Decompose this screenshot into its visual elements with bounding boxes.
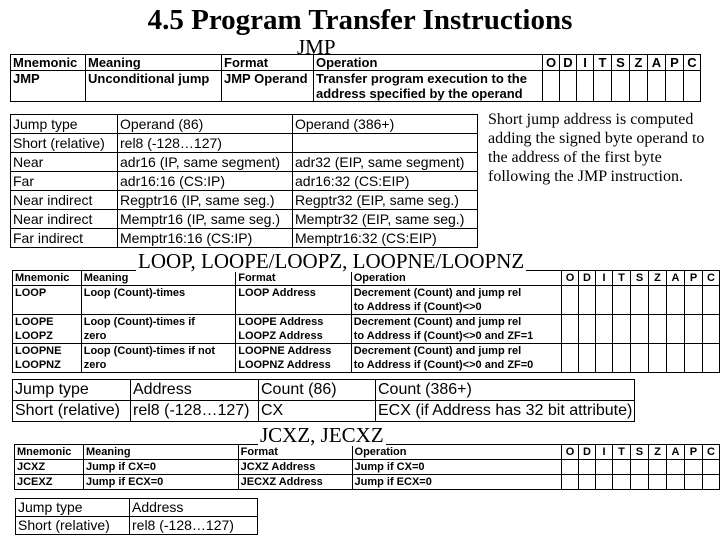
short-jump-note: Short jump address is computed adding the signed byte operand to the address of the first byte following the JMP instruction. (488, 111, 705, 185)
flag-d: D (578, 445, 595, 459)
table-cell: Regptr16 (IP, same seg.) (118, 191, 293, 210)
table-row (15, 475, 720, 490)
operation-line: Decrement (Count) and jump rel (353, 287, 522, 299)
table-cell: rel8 (-128…127) (130, 517, 258, 535)
operation-line: to Address if (Count)<>0 and ZF=0 (353, 359, 534, 371)
flag-o: O (565, 446, 575, 458)
table-row (11, 134, 478, 153)
table-cell: CX (259, 401, 376, 422)
format-line: LOOP Address (238, 287, 316, 299)
header-format: Format (236, 271, 352, 286)
table-row (13, 401, 635, 422)
meaning-cell: Unconditional jump (86, 71, 222, 102)
mnemonic-line: LOOPNE (15, 345, 62, 357)
header-jump-type: Jump type (13, 380, 131, 401)
flag-t: T (612, 445, 630, 459)
table-row (15, 460, 720, 475)
format-line: LOOPZ Address (238, 330, 323, 342)
jcxz-types-table (15, 498, 258, 535)
operation-line: to Address if (Count)<>0 and ZF=1 (353, 330, 534, 342)
mnemonic-line: LOOP (15, 287, 47, 299)
meaning-line: zero (83, 359, 107, 371)
header-meaning: Meaning (86, 55, 222, 71)
meaning-line: Loop (Count)-times (83, 287, 186, 299)
operation-cell: Jump if CX=0 (352, 460, 561, 475)
flag-z: Z (648, 445, 666, 459)
table-row (11, 210, 478, 229)
flag-p: P (684, 445, 702, 459)
mnemonic-line: LOOPNZ (15, 359, 61, 371)
flag-c: C (702, 271, 719, 285)
mnemonic-line: LOOPE (15, 316, 54, 328)
flag-p: P (665, 55, 683, 70)
operation-line: address specified by the operand (316, 86, 523, 101)
table-cell: Memptr16:16 (CS:IP) (118, 229, 293, 248)
mnemonic-line (15, 300, 79, 314)
header-mnemonic: Mnemonic (11, 55, 86, 71)
flag-c: C (683, 55, 700, 70)
header-operand-86: Operand (86) (118, 115, 293, 134)
table-cell: Memptr16 (IP, same seg.) (118, 210, 293, 229)
table-cell: Memptr32 (EIP, same seg.) (293, 210, 478, 229)
operation-line: Decrement (Count) and jump rel (353, 345, 522, 357)
table-row (11, 153, 478, 172)
header-operand-386: Operand (386+) (293, 115, 478, 134)
header-flags (543, 55, 701, 71)
table-cell: adr16 (IP, same segment) (118, 153, 293, 172)
meaning-line: zero (83, 330, 107, 342)
format-cell: JECXZ Address (238, 475, 352, 490)
mnemonic-cell: JCEXZ (15, 475, 84, 490)
table-cell: rel8 (-128…127) (131, 401, 259, 422)
flag-i: I (595, 445, 612, 459)
table-row (13, 315, 720, 344)
jmp-table (10, 54, 701, 102)
header-flags (561, 445, 719, 460)
header-count-86: Count (86) (259, 380, 376, 401)
flag-o: O (545, 55, 557, 70)
flags-row (543, 55, 700, 70)
table-row (11, 172, 478, 191)
format-line: LOOPNE Address (238, 345, 332, 357)
table-header-row (16, 499, 258, 517)
section-title-jmp: JMP (297, 35, 336, 59)
flag-d: D (578, 271, 595, 285)
operation-cell (314, 71, 543, 102)
table-cell: rel8 (-128…127) (118, 134, 293, 153)
table-cell: adr32 (EIP, same segment) (293, 153, 478, 172)
section-title-jcxz: JCXZ, JECXZ (260, 423, 384, 447)
flag-i: I (576, 55, 593, 70)
flag-i: I (595, 271, 612, 285)
table-cell: Near indirect (11, 191, 118, 210)
flag-z: Z (629, 55, 647, 70)
header-flags (561, 271, 719, 286)
flag-o: O (565, 272, 575, 284)
header-mnemonic: Mnemonic (15, 445, 84, 460)
flag-s: S (630, 445, 648, 459)
table-header-row (11, 55, 701, 71)
meaning-line: Loop (Count)-times if not (83, 345, 216, 357)
operation-line: to Address if (Count)<>0 (353, 301, 482, 313)
format-line: LOOPE Address (238, 316, 324, 328)
flag-z: Z (648, 271, 666, 285)
section-title-loop: LOOP, LOOPE/LOOPZ, LOOPNE/LOOPNZ (138, 249, 525, 273)
table-cell: Short (relative) (11, 134, 118, 153)
table-header-row (11, 115, 478, 134)
flag-t: T (593, 55, 611, 70)
table-cell: Memptr16:32 (CS:EIP) (293, 229, 478, 248)
operation-line: Decrement (Count) and jump rel (353, 316, 522, 328)
header-format: Format (222, 55, 314, 71)
table-cell: Near indirect (11, 210, 118, 229)
header-operation: Operation (352, 445, 561, 460)
table-cell: adr16:16 (CS:IP) (118, 172, 293, 191)
header-jump-type: Jump type (16, 499, 130, 517)
format-cell: JMP Operand (222, 71, 314, 102)
jmp-types-table (10, 114, 478, 248)
flag-d: D (559, 55, 576, 70)
table-row (11, 229, 478, 248)
table-row (13, 286, 720, 315)
meaning-cell: Jump if ECX=0 (83, 475, 238, 490)
table-header-row (13, 380, 635, 401)
mnemonic-cell: JMP (11, 71, 86, 102)
table-cell: Regptr32 (EIP, same seg.) (293, 191, 478, 210)
header-address: Address (130, 499, 258, 517)
mnemonic-cell: JCXZ (15, 460, 84, 475)
flag-a: A (666, 445, 684, 459)
operation-cell: Jump if ECX=0 (352, 475, 561, 490)
format-line: LOOPNZ Address (238, 359, 331, 371)
flag-s: S (611, 55, 629, 70)
table-cell: adr16:32 (CS:EIP) (293, 172, 478, 191)
flags-cell (543, 71, 701, 102)
header-format: Format (238, 445, 352, 460)
flag-t: T (612, 271, 630, 285)
flag-a: A (666, 271, 684, 285)
operation-line: Transfer program execution to the (316, 71, 527, 86)
loop-table (12, 270, 720, 373)
table-cell (293, 134, 478, 153)
table-cell: Far (11, 172, 118, 191)
table-cell: Near (11, 153, 118, 172)
table-cell: ECX (if Address has 32 bit attribute) (376, 401, 635, 422)
meaning-cell: Jump if CX=0 (83, 460, 238, 475)
header-jump-type: Jump type (11, 115, 118, 134)
loop-types-table (12, 379, 635, 422)
format-cell: JCXZ Address (238, 460, 352, 475)
jcxz-table (14, 444, 720, 490)
table-row (13, 344, 720, 373)
header-meaning: Meaning (83, 445, 238, 460)
mnemonic-line: LOOPZ (15, 330, 53, 342)
meaning-line (84, 300, 233, 314)
table-cell: Far indirect (11, 229, 118, 248)
header-operation: Operation (351, 271, 561, 286)
format-line (238, 300, 349, 314)
flag-s: S (630, 271, 648, 285)
flag-c: C (702, 445, 719, 459)
meaning-line: Loop (Count)-times if (83, 316, 195, 328)
header-mnemonic: Mnemonic (13, 271, 82, 286)
header-meaning: Meaning (81, 271, 235, 286)
header-address: Address (131, 380, 259, 401)
table-cell: Short (relative) (13, 401, 131, 422)
table-row (16, 517, 258, 535)
flag-p: P (684, 271, 702, 285)
header-count-386: Count (386+) (376, 380, 635, 401)
table-row (11, 191, 478, 210)
table-row (11, 71, 701, 102)
flag-a: A (647, 55, 665, 70)
page-title: 4.5 Program Transfer Instructions (147, 4, 573, 36)
table-cell: Short (relative) (16, 517, 130, 535)
header-operation: Operation (314, 55, 543, 71)
